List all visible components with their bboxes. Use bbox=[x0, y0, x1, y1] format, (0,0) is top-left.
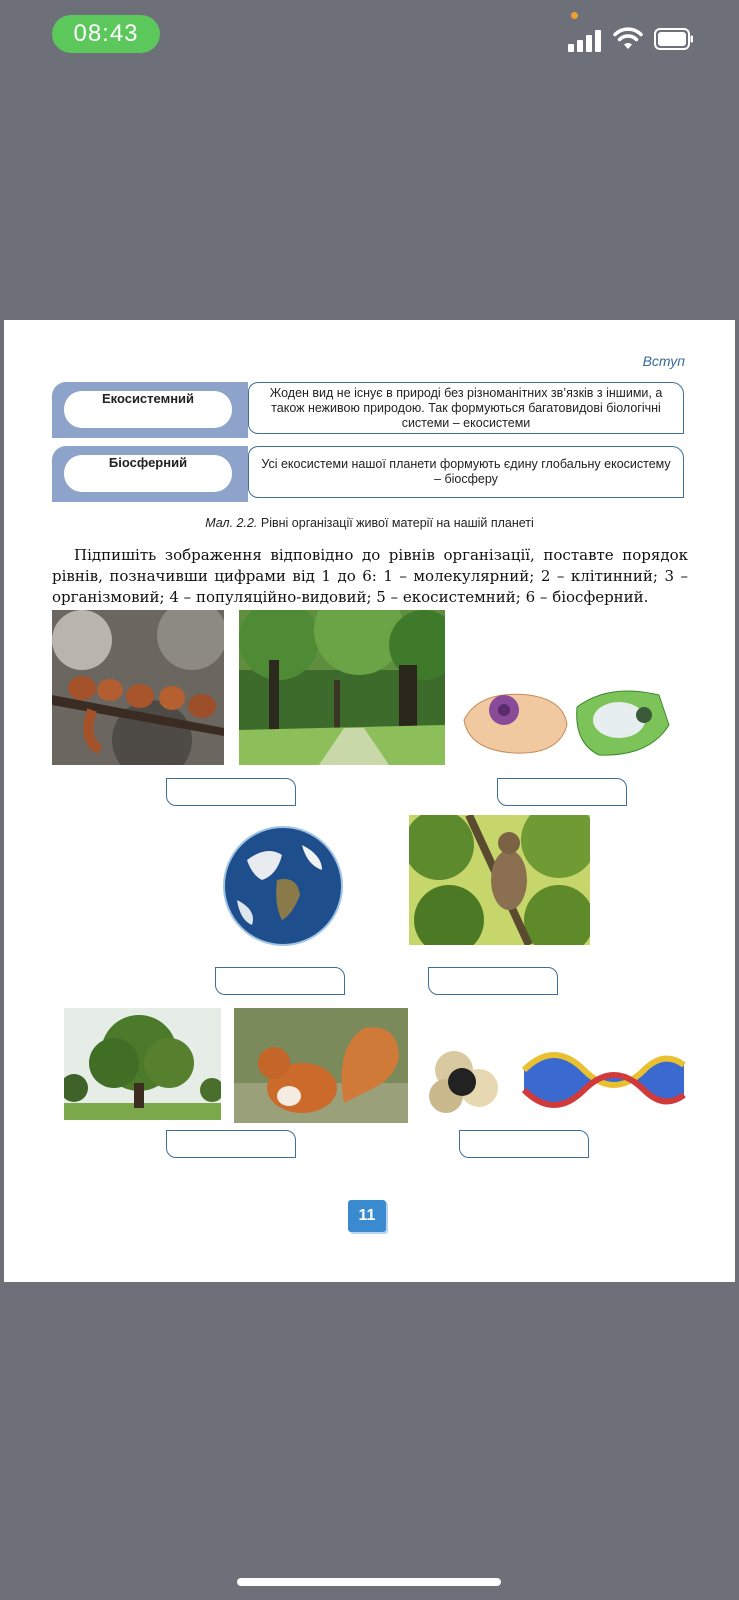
privacy-indicator-icon bbox=[571, 12, 578, 19]
answer-input-5[interactable] bbox=[166, 1130, 296, 1158]
squirrels-group-photo bbox=[52, 610, 224, 765]
level-row-biosphere bbox=[52, 446, 688, 502]
squirrel-photo bbox=[234, 1008, 408, 1123]
answer-input-3[interactable] bbox=[215, 967, 345, 995]
earth-globe bbox=[222, 825, 344, 947]
answer-input-4[interactable] bbox=[428, 967, 558, 995]
figure-caption: Мал. 2.2. Рівні організації живої матерії на нашій планеті bbox=[205, 516, 534, 530]
level-row-ecosystem bbox=[52, 382, 688, 438]
squirrel-in-tree-photo bbox=[409, 815, 590, 945]
status-time: 08:43 bbox=[52, 15, 160, 53]
page-number-badge: 11 bbox=[348, 1200, 386, 1232]
task-instructions: Підпишіть зображення відповідно до рівнів організації, поставте порядок рівнів, позначивши цифрами від 1 до 6: 1 – молекулярний; 2 – клітинний; 3 – організмовий; 4 – популяційно-видовий; 5 – екосистемний; 6 – біосферний. bbox=[52, 546, 688, 606]
level-name: Біосферний bbox=[64, 455, 232, 492]
section-title: Вступ bbox=[642, 353, 685, 369]
level-name: Екосистемний bbox=[64, 391, 232, 428]
cellular-signal-icon bbox=[568, 28, 604, 52]
level-description: Усі екосистеми нашої планети формують єдину глобальну екосистему – біосферу bbox=[248, 446, 684, 498]
answer-input-6[interactable] bbox=[459, 1130, 589, 1158]
forest-photo bbox=[239, 610, 445, 765]
oak-tree-photo bbox=[64, 1008, 221, 1120]
textbook-page bbox=[4, 320, 735, 1282]
cells-illustration bbox=[459, 685, 689, 760]
level-description: Жоден вид не існує в природі без різноманітних зв’язків з іншими, а також неживою природою. Так формуються багатовидові біологічні системи – екосистеми bbox=[248, 382, 684, 434]
status-bar bbox=[0, 0, 739, 70]
answer-input-2[interactable] bbox=[497, 778, 627, 806]
wifi-icon bbox=[613, 27, 643, 51]
answer-input-1[interactable] bbox=[166, 778, 296, 806]
home-indicator[interactable] bbox=[237, 1578, 501, 1586]
battery-icon bbox=[654, 28, 694, 50]
molecule-dna-illustration bbox=[424, 1040, 689, 1120]
